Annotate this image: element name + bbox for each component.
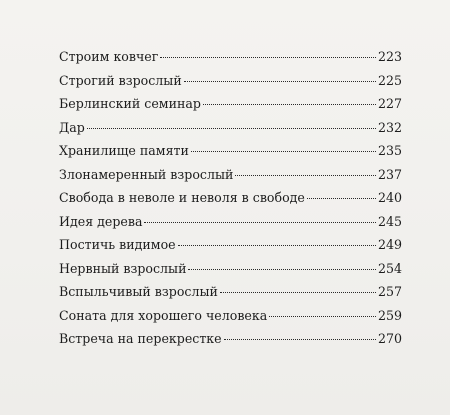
toc-entry-page-number: 240 [377,190,402,205]
toc-dot-leader [191,151,376,152]
toc-dot-leader [203,104,376,105]
toc-entry-page-number: 237 [377,166,402,182]
toc-dot-leader [307,198,376,199]
toc-entry [59,257,402,281]
toc-entry-page-number: 227 [377,96,402,111]
toc-entry-page-number: 235 [377,143,402,158]
toc-entry-page-number: 257 [377,284,402,299]
toc-dot-leader [220,292,376,293]
toc-dot-leader [87,128,376,129]
toc-dot-leader [144,222,375,223]
toc-entry [59,69,402,93]
toc-entry-page-number: 259 [377,307,402,323]
toc-entry-title: Строгий взрослый [59,72,182,88]
toc-entry-title: Дар [59,119,85,135]
toc-dot-leader [178,245,376,246]
toc-dot-leader [235,175,376,176]
toc-entry-title: Идея дерева [59,213,143,229]
toc-entry-page-number: 225 [377,72,402,88]
toc-entry [59,92,402,116]
toc-entry-title: Соната для хорошего человека [59,307,268,323]
toc-entry-title: Злонамеренный взрослый [59,166,234,182]
toc-entry-page-number: 270 [377,331,402,346]
toc-entry [59,327,402,351]
toc-entry [59,163,402,187]
toc-entry [59,210,402,234]
toc-entry-title: Строим ковчег [59,49,159,64]
toc-dot-leader [188,269,375,270]
toc-entry [59,304,402,328]
toc-entry [59,139,402,163]
toc-entry [59,186,402,210]
toc-entry [59,280,402,304]
toc-dot-leader [269,316,376,317]
toc-entry-title: Нервный взрослый [59,260,187,276]
toc-entry-title: Встреча на перекрестке [59,331,222,346]
toc-entry-title: Постичь видимое [59,237,176,252]
toc-entry-page-number: 232 [377,119,402,135]
toc-entry [59,233,402,257]
toc-entry-title: Вспыльчивый взрослый [59,284,218,299]
toc-entry-title: Хранилище памяти [59,143,189,158]
toc-entry [59,45,402,69]
toc-dot-leader [184,81,376,82]
toc-entry-page-number: 249 [377,237,402,252]
toc-entry-page-number: 254 [377,260,402,276]
toc-entry-title: Берлинский семинар [59,96,201,111]
toc-entry [59,116,402,140]
toc-dot-leader [224,339,376,340]
toc-entry-title: Свобода в неволе и неволя в свободе [59,190,305,205]
toc-dot-leader [160,57,376,58]
toc-entry-page-number: 223 [377,49,402,64]
toc-entry-page-number: 245 [377,213,402,229]
table-of-contents [59,45,402,351]
